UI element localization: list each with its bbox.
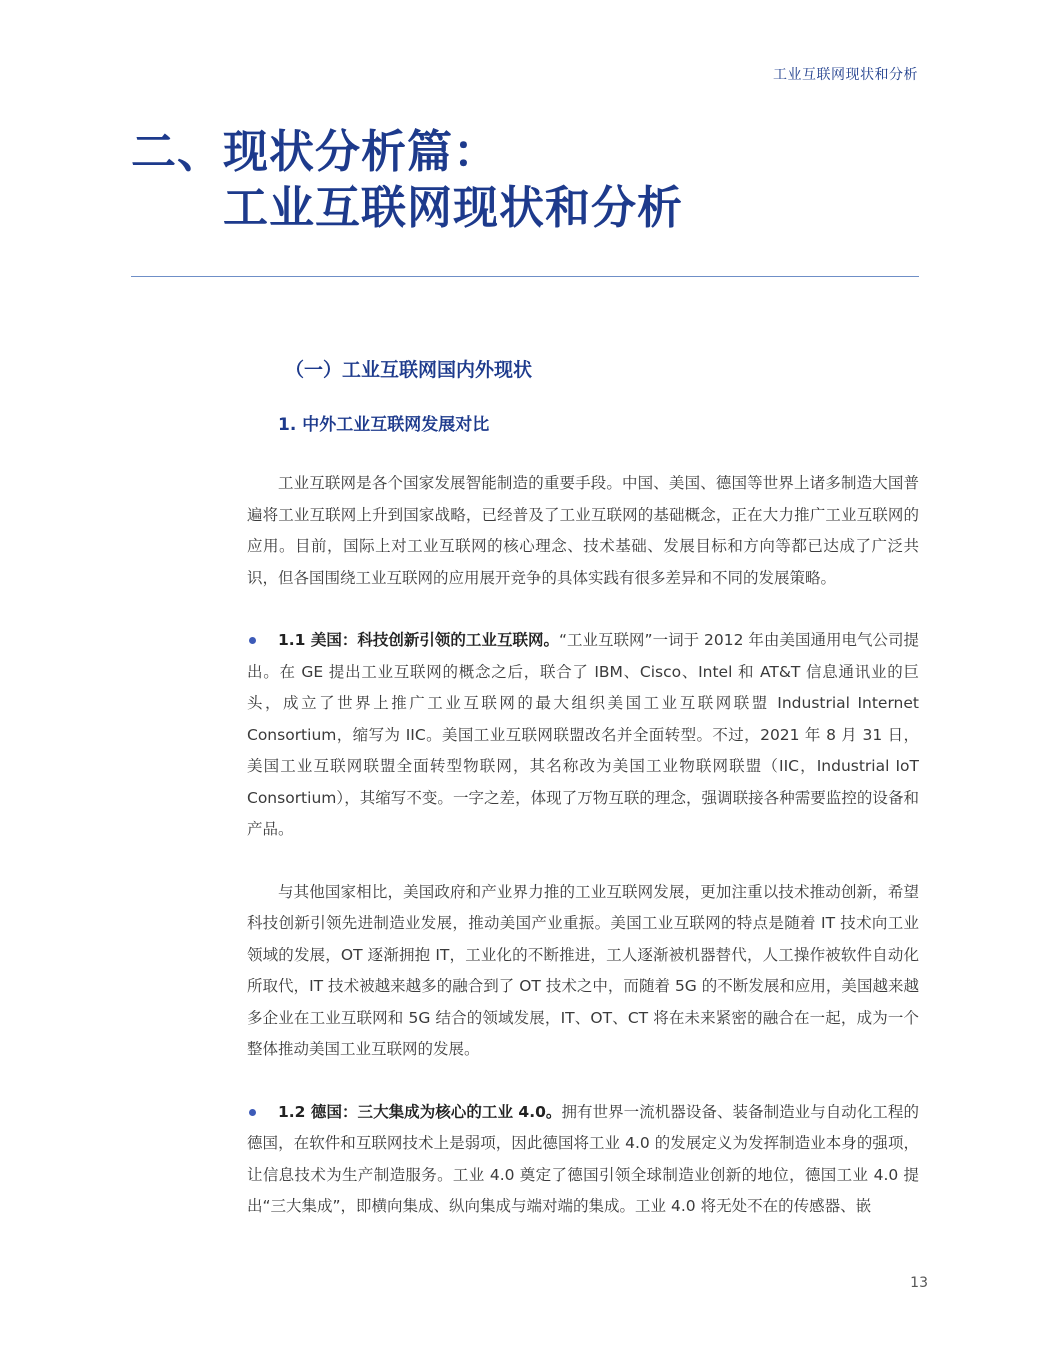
running-header: 工业互联网现状和分析 — [773, 67, 918, 83]
chapter-title-line2: 工业互联网现状和分析 — [223, 181, 684, 234]
section-heading: （一）工业互联网国内外现状 — [285, 359, 533, 381]
us-lead: 1.1 美国：科技创新引领的工业互联网。 — [278, 631, 559, 649]
us-body: “工业互联网”一词于 2012 年由美国通用电气公司提出。在 GE 提出工业互联网的概念之后，联合了 IBM、Cisco、Intel 和 AT&T 信息通讯业的巨头，成立了世界上推广工业互联网的最大组织美国工业互联网联盟 Industrial Internet Consortium，缩写为 IIC。美国工业互联网联盟改名并全面转型。不过，2021 年 8 月 31 日，美国工业互联网联盟全面转型物联网，其名称改为美国工业物联网联盟（IIC，Industrial IoT Consortium），其缩写不变。一字之差，体现了万物互联的理念，强调联接各种需要监控的设备和产品。 — [247, 631, 919, 838]
us-compare-paragraph: 与其他国家相比，美国政府和产业界力推的工业互联网发展，更加注重以技术推动创新，希望科技创新引领先进制造业发展，推动美国产业重振。美国工业互联网的特点是随着 IT 技术向工业领域的发展，OT 逐渐拥抱 IT，工业化的不断推进，工人逐渐被机器替代，人工操作被软件自动化所取代，IT 技术被越来越多的融合到了 OT 技术之中，而随着 5G 的不断发展和应用，美国越来越多企业在工业互联网和 5G 结合的领域发展，IT、OT、CT 将在未来紧密的融合在一起，成为一个整体推动美国工业互联网的发展。 — [247, 882, 919, 1058]
us-paragraph — [247, 625, 919, 846]
title-divider — [131, 276, 919, 277]
chapter-title — [131, 124, 931, 236]
page-number: 13 — [910, 1275, 928, 1291]
bullet-dot-icon — [249, 637, 256, 644]
germany-paragraph — [247, 1097, 919, 1223]
intro-paragraph: 工业互联网是各个国家发展智能制造的重要手段。中国、美国、德国等世界上诸多制造大国普遍将工业互联网上升到国家战略，已经普及了工业互联网的基础概念，正在大力推广工业互联网的应用。目前，国际上对工业互联网的核心理念、技术基础、发展目标和方向等都已达成了广泛共识，但各国围绕工业互联网的应用展开竞争的具体实践有很多差异和不同的发展策略。 — [247, 474, 919, 587]
body-content — [247, 352, 919, 1223]
bullet-dot-icon — [249, 1109, 256, 1116]
germany-body: 拥有世界一流机器设备、装备制造业与自动化工程的德国，在软件和互联网技术上是弱项，因此德国将工业 4.0 的发展定义为发挥制造业本身的强项，让信息技术为生产制造服务。工业 4.0 奠定了德国引领全球制造业创新的地位，德国工业 4.0 提出“三大集成”，即横向集成、纵向集成与端对端的集成。工业 4.0 将无处不在的传感器、嵌 — [247, 1102, 919, 1215]
subsection-heading: 1. 中外工业互联网发展对比 — [278, 415, 490, 435]
chapter-title-line1: 二、现状分析篇： — [131, 125, 500, 178]
germany-lead: 1.2 德国：三大集成为核心的工业 4.0。 — [278, 1102, 562, 1121]
